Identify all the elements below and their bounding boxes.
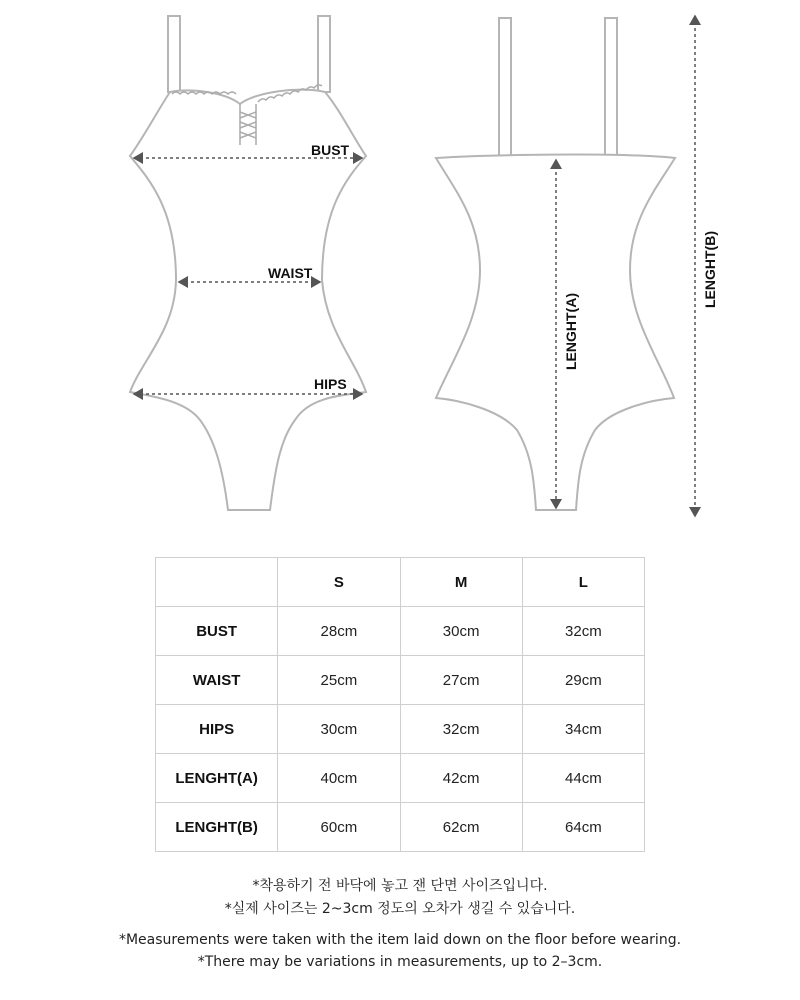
hips-label: HIPS	[314, 376, 347, 392]
length-b-label: LENGHT(B)	[702, 231, 718, 308]
row-label-bust: BUST	[156, 607, 278, 656]
table-row	[156, 754, 645, 803]
table-cell: 62cm	[400, 803, 522, 852]
table-cell: 28cm	[278, 607, 400, 656]
table-row	[156, 803, 645, 852]
front-view	[130, 16, 366, 510]
row-label-waist: WAIST	[156, 656, 278, 705]
front-strap-left	[168, 16, 180, 92]
table-row	[156, 656, 645, 705]
table-cell: 32cm	[522, 607, 644, 656]
header-cell-l: L	[522, 558, 644, 607]
row-label-length-b: LENGHT(B)	[156, 803, 278, 852]
front-strap-right	[318, 16, 330, 92]
table-cell: 60cm	[278, 803, 400, 852]
table-cell: 34cm	[522, 705, 644, 754]
back-strap-right	[605, 18, 617, 156]
table-cell: 29cm	[522, 656, 644, 705]
table-cell: 42cm	[400, 754, 522, 803]
table-cell: 27cm	[400, 656, 522, 705]
table-cell: 25cm	[278, 656, 400, 705]
table-row	[156, 705, 645, 754]
table-cell: 30cm	[278, 705, 400, 754]
table-cell: 64cm	[522, 803, 644, 852]
waist-label: WAIST	[268, 265, 313, 281]
bust-label: BUST	[311, 142, 350, 158]
size-table	[155, 557, 645, 852]
header-cell-empty	[156, 558, 278, 607]
header-cell-s: S	[278, 558, 400, 607]
note-korean-1: *착용하기 전 바닥에 놓고 잰 단면 사이즈입니다.	[252, 878, 548, 894]
header-cell-m: M	[400, 558, 522, 607]
table-row	[156, 607, 645, 656]
back-strap-left	[499, 18, 511, 156]
note-english-2: *There may be variations in measurements, up to 2–3cm.	[197, 954, 603, 970]
table-cell: 32cm	[400, 705, 522, 754]
length-a-label: LENGHT(A)	[563, 293, 579, 370]
table-header-row	[156, 558, 645, 607]
table-cell: 44cm	[522, 754, 644, 803]
note-korean-2: *실제 사이즈는 2~3cm 정도의 오차가 생길 수 있습니다.	[224, 901, 576, 917]
row-label-hips: HIPS	[156, 705, 278, 754]
note-english-1: *Measurements were taken with the item laid down on the floor before wearing.	[118, 932, 682, 948]
table-cell: 30cm	[400, 607, 522, 656]
table-cell: 40cm	[278, 754, 400, 803]
row-label-length-a: LENGHT(A)	[156, 754, 278, 803]
